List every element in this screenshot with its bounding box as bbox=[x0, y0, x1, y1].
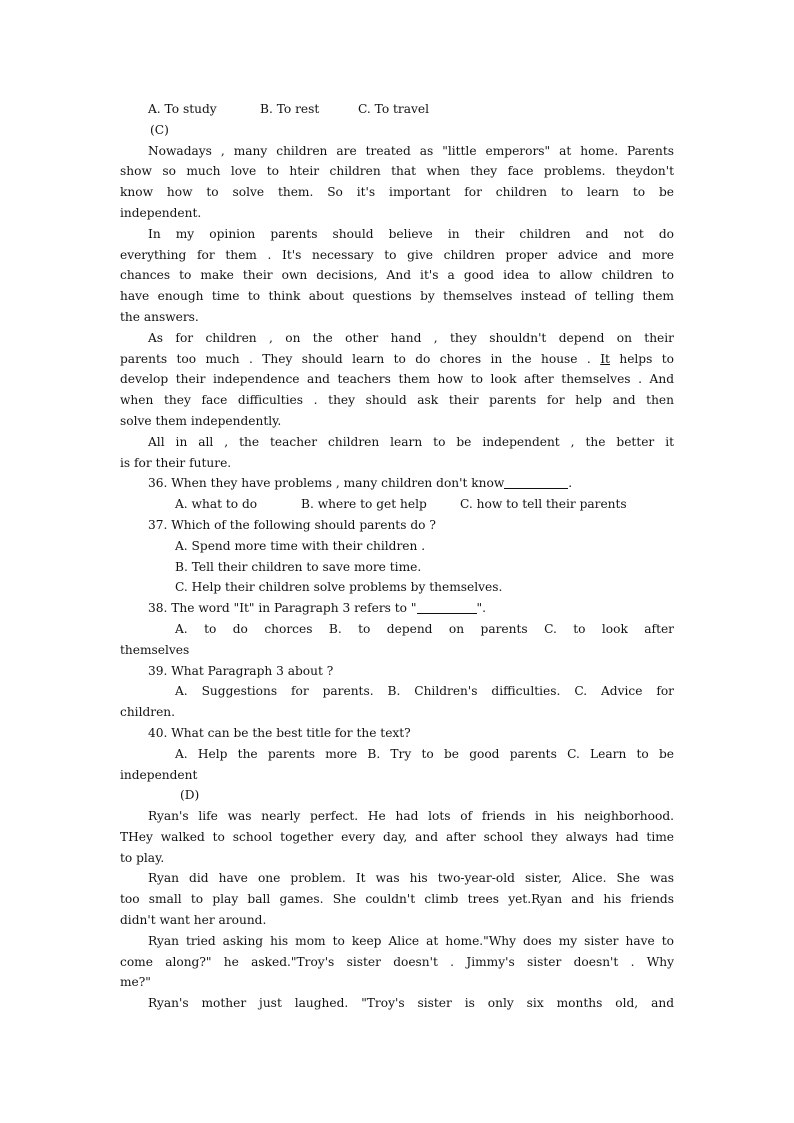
question-options bbox=[120, 619, 674, 640]
text-line: In my opinion parents should believe in their children and not do bbox=[148, 226, 674, 241]
answer-blank bbox=[417, 600, 477, 614]
option-a: A. Spend more time with their children . bbox=[175, 538, 426, 553]
document-page bbox=[120, 99, 674, 1014]
question-text-end: . bbox=[568, 476, 573, 491]
text-line: solve them independently. bbox=[120, 413, 282, 428]
section-d-paragraph-2 bbox=[120, 868, 674, 930]
text-line: everything for them . It's necessary to give children proper advice and more bbox=[120, 247, 674, 262]
text-line: Ryan's mother just laughed. "Troy's sister is only six months old, and bbox=[148, 996, 674, 1011]
question-options bbox=[120, 494, 674, 515]
q35-option-a: A. To study bbox=[148, 102, 217, 116]
text-line: have enough time to think about questions by themselves instead of telling them bbox=[120, 289, 674, 304]
question-36 bbox=[120, 473, 674, 515]
text-line: know how to solve them. So it's important for children to learn to be bbox=[120, 185, 674, 200]
answer-blank bbox=[504, 475, 568, 489]
section-c-paragraph-2 bbox=[120, 224, 674, 328]
question-40 bbox=[120, 723, 674, 785]
option-c: C. Advice for bbox=[574, 684, 674, 699]
q35-options bbox=[120, 99, 674, 120]
text-line: independent. bbox=[120, 205, 202, 220]
question-text: 38. The word "It" in Paragraph 3 refers to " bbox=[148, 601, 417, 616]
text-line: develop their independence and teachers them how to look after themselves . And bbox=[120, 372, 674, 387]
text-line: chances to make their own decisions, And it's a good idea to allow children to bbox=[120, 268, 674, 283]
underlined-word-it: It bbox=[600, 351, 610, 366]
option-c-continued: themselves bbox=[120, 642, 190, 657]
option-c-continued: children. bbox=[120, 705, 176, 720]
option-b: B. where to get help bbox=[301, 497, 427, 512]
question-stem bbox=[120, 598, 674, 619]
question-37 bbox=[120, 515, 674, 598]
question-options bbox=[120, 744, 674, 765]
option-c: C. how to tell their parents bbox=[460, 497, 627, 512]
question-stem: 37. Which of the following should parents do ? bbox=[148, 517, 436, 532]
text-line: show so much love to hteir children that when they face problems. theydon't bbox=[120, 164, 674, 179]
section-c-paragraph-4 bbox=[120, 432, 674, 474]
option-a: A. Help the parents more bbox=[175, 746, 358, 761]
text-line bbox=[120, 349, 674, 370]
question-38 bbox=[120, 598, 674, 660]
section-c-label: (C) bbox=[150, 122, 169, 137]
text-line: Ryan did have one problem. It was his two-year-old sister, Alice. She was bbox=[148, 871, 674, 886]
option-b: B. Children's difficulties. bbox=[387, 684, 561, 699]
option-b: B. Tell their children to save more time. bbox=[175, 559, 422, 574]
text-line: to play. bbox=[120, 850, 165, 865]
option-c: C. Help their children solve problems by themselves. bbox=[175, 580, 503, 595]
q35-option-c: C. To travel bbox=[358, 102, 430, 116]
option-b: B. to depend on parents bbox=[328, 621, 528, 636]
option-b: B. Try to be good parents bbox=[367, 746, 557, 761]
text-line: All in all , the teacher children learn to be independent , the better it bbox=[148, 434, 674, 449]
question-stem bbox=[120, 473, 674, 494]
text-line: the answers. bbox=[120, 309, 199, 324]
text-line: didn't want her around. bbox=[120, 913, 267, 928]
q35-option-b: B. To rest bbox=[260, 102, 320, 116]
text-line: too small to play ball games. She couldn't climb trees yet.Ryan and his friends bbox=[120, 892, 674, 907]
text-segment: parents too much . They should learn to do chores in the house . bbox=[120, 351, 601, 366]
section-d-paragraph-1 bbox=[120, 806, 674, 868]
question-text-end: ". bbox=[476, 601, 486, 616]
option-a: A. to do chorces bbox=[175, 621, 313, 636]
question-text: 36. When they have problems , many children don't know bbox=[148, 476, 505, 491]
question-options bbox=[120, 681, 674, 702]
section-c-paragraph-1 bbox=[120, 141, 674, 224]
section-c-paragraph-3 bbox=[120, 328, 674, 432]
text-line: THey walked to school together every day, and after school they always had time bbox=[120, 829, 674, 844]
option-c: C. Learn to be bbox=[567, 746, 674, 761]
option-a: A. what to do bbox=[175, 497, 258, 512]
option-c: C. to look after bbox=[544, 621, 674, 636]
text-line: me?" bbox=[120, 975, 151, 990]
text-line: Nowadays , many children are treated as "little emperors" at home. Parents bbox=[148, 143, 674, 158]
text-line: Ryan tried asking his mom to keep Alice at home."Why does my sister have to bbox=[148, 933, 674, 948]
question-stem: 40. What can be the best title for the text? bbox=[148, 725, 411, 740]
text-line: As for children , on the other hand , they shouldn't depend on their bbox=[148, 330, 674, 345]
section-d-paragraph-4 bbox=[120, 993, 674, 1014]
text-segment: helps to bbox=[609, 351, 674, 366]
text-line: when they face difficulties . they should ask their parents for help and then bbox=[120, 393, 674, 408]
text-line: is for their future. bbox=[120, 455, 232, 470]
question-39 bbox=[120, 661, 674, 723]
section-d-paragraph-3 bbox=[120, 931, 674, 993]
text-line: Ryan's life was nearly perfect. He had lots of friends in his neighborhood. bbox=[148, 809, 674, 824]
section-d-label: (D) bbox=[180, 788, 200, 803]
option-c-continued: independent bbox=[120, 767, 198, 782]
question-stem: 39. What Paragraph 3 about ? bbox=[148, 663, 334, 678]
text-line: come along?" he asked."Troy's sister doesn't . Jimmy's sister doesn't . Why bbox=[120, 954, 674, 969]
option-a: A. Suggestions for parents. bbox=[175, 684, 374, 699]
